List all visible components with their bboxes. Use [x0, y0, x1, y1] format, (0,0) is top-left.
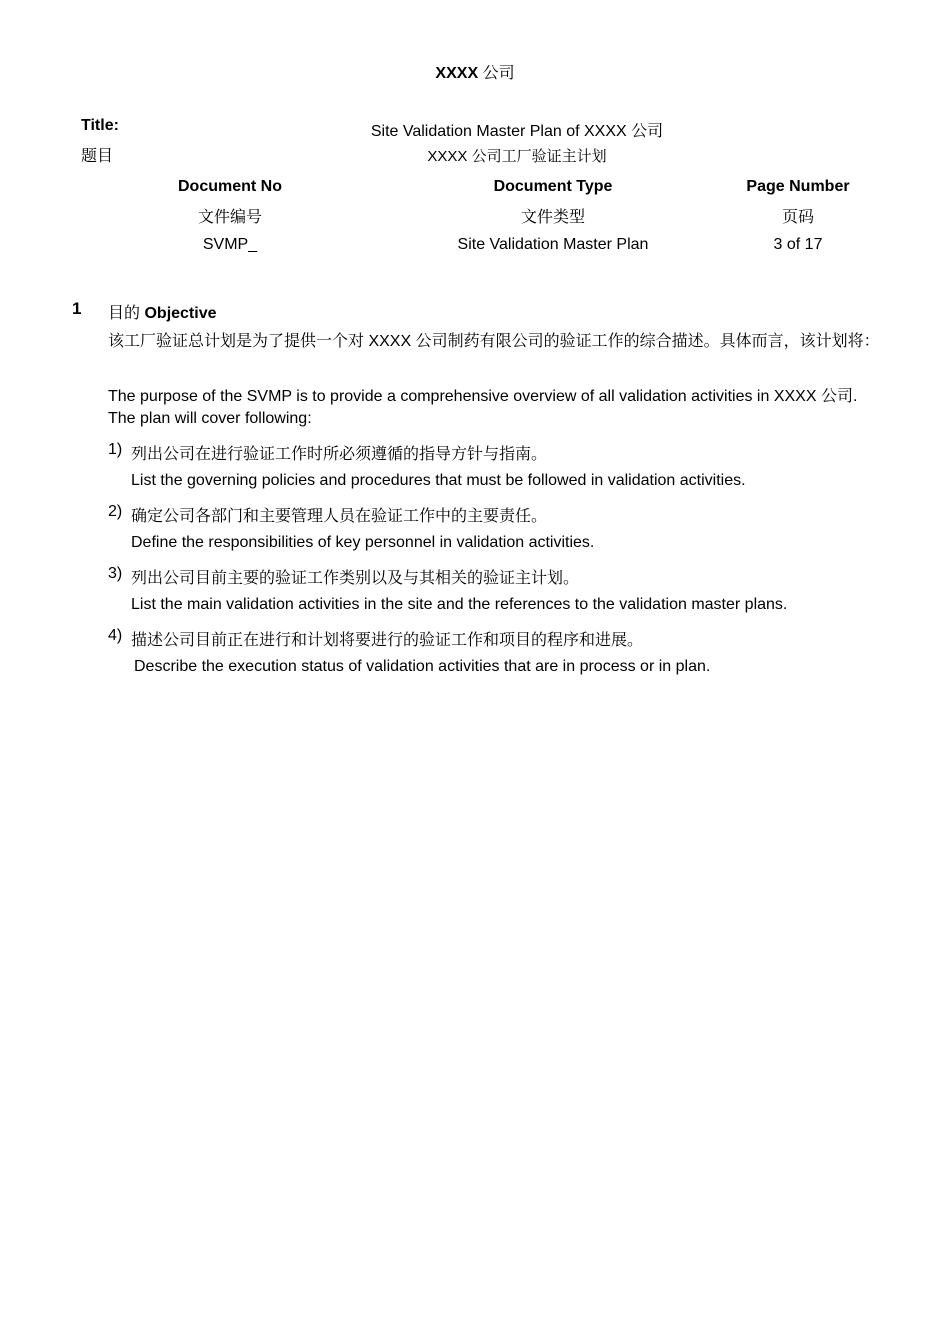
doc-no-value: SVMP_	[202, 236, 258, 253]
page-number-header-cn: 页码	[781, 209, 814, 226]
section-number: 1	[72, 299, 82, 318]
intro-paragraph-cn: 该工厂验证总计划是为了提供一个对 XXXX 公司制药有限公司的验证工作的综合描述。具体而言，该计划将：	[108, 333, 880, 350]
document-title-cn: XXXX 公司工厂验证主计划	[427, 148, 607, 165]
section-title	[108, 300, 217, 323]
title-label-cn: 题目	[81, 148, 114, 165]
section-title-en: Objective	[144, 305, 217, 322]
section-title-cn: 目的	[108, 305, 141, 322]
intro-paragraph-en: The purpose of the SVMP is to provide a comprehensive overview of all validation activities in XXXX 公司. The plan will cover following:	[108, 388, 858, 427]
list-item-en: List the main validation activities in the site and the references to the validation master plans.	[131, 596, 788, 613]
doc-no-header-cn: 文件编号	[197, 209, 262, 226]
doc-type-header-cn: 文件类型	[520, 209, 585, 226]
list-item-cn: 列出公司目前主要的验证工作类别以及与其相关的验证主计划。	[131, 570, 580, 587]
page-number-header: Page Number	[746, 178, 850, 195]
title-label: Title:	[81, 117, 119, 134]
doc-no-header: Document No	[178, 178, 282, 195]
page-number-value: 3 of 17	[773, 236, 823, 253]
list-item-en: List the governing policies and procedures that must be followed in validation activities.	[131, 472, 746, 489]
list-item-cn: 列出公司在进行验证工作时所必须遵循的指导方针与指南。	[131, 446, 548, 463]
list-item-number: 3)	[108, 565, 123, 582]
company-suffix: 公司	[482, 65, 515, 82]
company-name: XXXX	[435, 65, 479, 82]
list-item-number: 2)	[108, 503, 123, 520]
list-item-cn: 确定公司各部门和主要管理人员在验证工作中的主要责任。	[131, 508, 548, 525]
document-title: Site Validation Master Plan of XXXX 公司	[370, 123, 664, 140]
list-item-en: Define the responsibilities of key personnel in validation activities.	[131, 534, 595, 551]
doc-type-value: Site Validation Master Plan	[457, 236, 649, 253]
list-item-cn: 描述公司目前正在进行和计划将要进行的验证工作和项目的程序和进展。	[131, 632, 644, 649]
list-item-number: 1)	[108, 441, 123, 458]
list-item-number: 4)	[108, 627, 123, 644]
doc-type-header: Document Type	[493, 178, 613, 195]
page-header	[0, 60, 950, 83]
list-item-en: Describe the execution status of validation activities that are in process or in plan.	[134, 658, 711, 675]
